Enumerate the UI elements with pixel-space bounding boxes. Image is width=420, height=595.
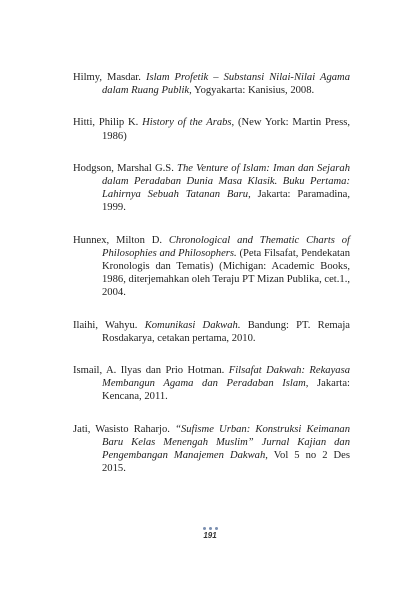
entry-publication: , Vol 5 no 2 Des 2015. [102,450,350,475]
entry-title: Komunikasi Dakwah. [144,319,241,331]
entry-publication: (Peta Filsafat, Pendekatan Kronologis dan Tematis) (Michigan: Academic Books, 1986, diterjemahkan oleh Teraju PT Mizan Publika, cet.1., 2004. [102,247,350,299]
entry-title: Islam Profetik – Substansi Nilai-Nilai Agama dalam Ruang Publik [102,72,350,97]
ornament-dot [209,527,212,530]
bibliography-entry [73,71,350,97]
entry-author: Hitti, Philip K. [73,117,143,129]
entry-author: Hilmy, Masdar. [73,72,146,83]
entry-title: “Sufisme Urban: Konstruksi Keimanan Baru Kelas Menengah Muslim” Jurnal Kajian dan Pengembangan Manajemen Dakwah [102,423,350,462]
entry-title: Chronological and Thematic Charts of Philosophies and Philosophers. [102,234,350,259]
entry-publication: , Jakarta: Paramadina, 1999. [102,189,350,214]
bibliography-entry [73,116,350,142]
entry-author: Ismail, A. Ilyas dan Prio Hotman. [73,365,229,377]
entry-publication: , (New York: Martin Press, 1986) [102,117,351,142]
bibliography-list [73,71,350,494]
entry-author: Jati, Wasisto Raharjo. [73,423,176,435]
entry-publication: Jakarta: Kencana, 2011. [102,378,351,403]
ornament-dot [215,527,218,530]
page-number: 191 [203,531,217,540]
entry-title: Filsafat Dakwah: Rekayasa Membangun Agama dan Peradaban Islam, [102,365,350,390]
ornament-dot [203,527,206,530]
page-footer [0,527,420,540]
bibliography-entry [73,319,350,345]
entry-publication: , Yogyakarta: Kanisius, 2008. [189,85,315,97]
bibliography-entry [73,364,350,404]
entry-title: The Venture of Islam: Iman dan Sejarah dalam Peradaban Dunia Masa Klasik. Buku Pertama: Lahirnya Sebuah Tatanan Baru [102,162,350,201]
entry-author: Hodgson, Marshal G.S. [73,162,178,174]
entry-author: Ilaihi, Wahyu. [73,319,145,331]
entry-publication: Bandung: PT. Remaja Rosdakarya, cetakan pertama, 2010. [102,319,350,344]
bibliography-entry [73,162,350,215]
bibliography-entry [73,234,350,300]
entry-author: Hunnex, Milton D. [73,234,169,246]
bibliography-entry [73,423,350,476]
footer-ornament-dots [0,527,420,530]
entry-title: History of the Arabs [142,117,232,129]
